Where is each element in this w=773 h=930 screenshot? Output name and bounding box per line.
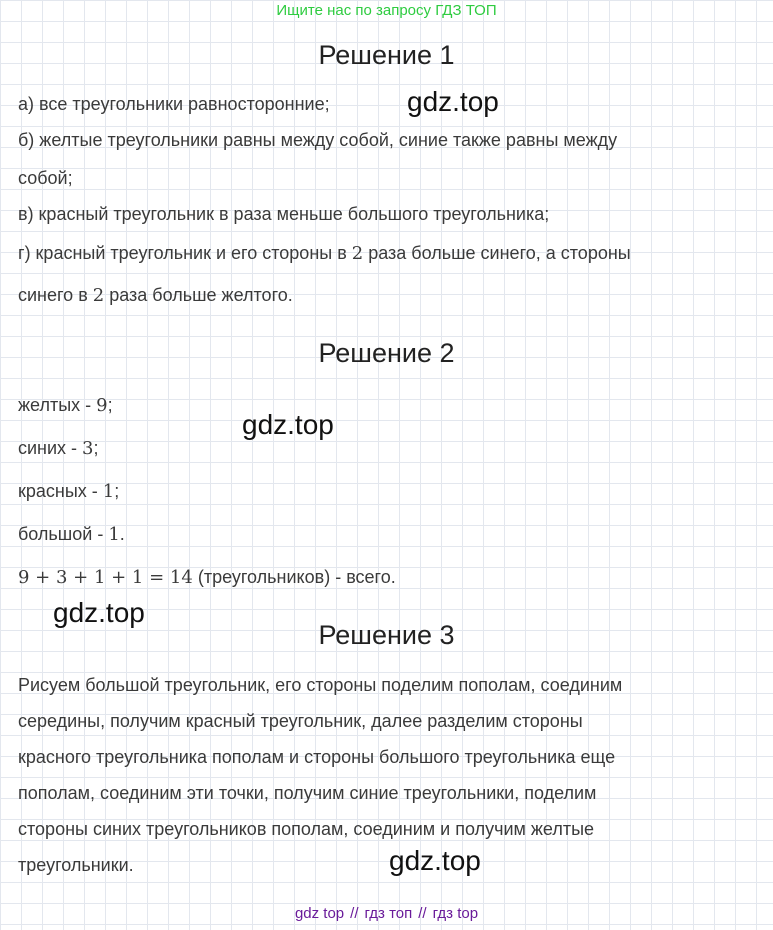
s3-line-2: середины, получим красный треугольник, далее разделим стороны (18, 711, 583, 731)
s2-yellow-label: желтых - (18, 395, 97, 415)
s1-g2-pre: синего в (18, 285, 93, 305)
top-banner[interactable]: Ищите нас по запросу ГДЗ ТОП (276, 2, 497, 19)
footer-sep-1: // (350, 905, 359, 922)
s1-line-g1 (18, 243, 631, 264)
s2-blue-end: ; (93, 438, 99, 458)
s2-sum-text: (треугольников) - всего. (192, 567, 396, 587)
s3-line-6: треугольники. (18, 855, 134, 875)
s2-big-end: . (119, 524, 125, 544)
s2-blue-label: синих - (18, 438, 83, 458)
s2-big-label: большой - (18, 524, 109, 544)
s3-line-3: красного треугольника пополам и стороны большого треугольника еще (18, 747, 616, 767)
s2-red-num: 1 (102, 481, 115, 502)
s2-line-yellow (18, 395, 113, 416)
s2-line-blue (18, 438, 99, 459)
section-3-title: Решение 3 (318, 620, 455, 650)
s2-red-label: красных - (18, 481, 103, 501)
s1-g1-pre: г) красный треугольник и его стороны в (18, 243, 352, 263)
s3-line-1: Рисуем большой треугольник, его стороны поделим пополам, соединим (18, 675, 623, 695)
watermark-4: gdz.top (389, 845, 481, 876)
watermark-3: gdz.top (53, 597, 145, 628)
s1-g1-num: 2 (351, 243, 364, 264)
s2-sum-expr: 9 + 3 + 1 + 1 = 14 (18, 567, 193, 588)
s2-yellow-end: ; (107, 395, 113, 415)
s1-g1-post: раза больше синего, а стороны (363, 243, 631, 263)
watermark-1: gdz.top (407, 86, 499, 117)
watermark-2: gdz.top (242, 409, 334, 440)
s2-line-sum (18, 567, 396, 588)
s2-big-num: 1 (108, 524, 120, 545)
footer-link-gdz-top-ru[interactable]: гдз топ (364, 905, 413, 922)
s2-blue-num: 3 (82, 438, 94, 459)
s2-line-big (18, 524, 125, 545)
s2-yellow-num: 9 (96, 395, 108, 416)
section-2-title: Решение 2 (318, 338, 455, 368)
s1-line-b2: собой; (18, 168, 73, 188)
footer-link-gdz-top-mixed[interactable]: гдз top (432, 905, 479, 922)
s1-line-g2 (18, 285, 293, 306)
s1-line-a: а) все треугольники равносторонние; (18, 94, 330, 114)
s2-red-end: ; (114, 481, 120, 501)
s2-line-red (18, 481, 119, 502)
section-1-title: Решение 1 (318, 40, 455, 70)
s1-line-v: в) красный треугольник в раза меньше большого треугольника; (18, 204, 550, 224)
footer-link-gdz-top[interactable]: gdz top (294, 905, 345, 922)
footer-links (0, 905, 773, 922)
s1-g2-post: раза больше желтого. (104, 285, 293, 305)
s3-line-4: пополам, соединим эти точки, получим синие треугольники, поделим (18, 783, 597, 803)
s3-line-5: стороны синих треугольников пополам, соединим и получим желтые (18, 819, 595, 839)
s1-line-b1: б) желтые треугольники равны между собой, синие также равны между (18, 130, 618, 150)
s1-g2-num: 2 (92, 285, 105, 306)
footer-sep-2: // (418, 905, 427, 922)
